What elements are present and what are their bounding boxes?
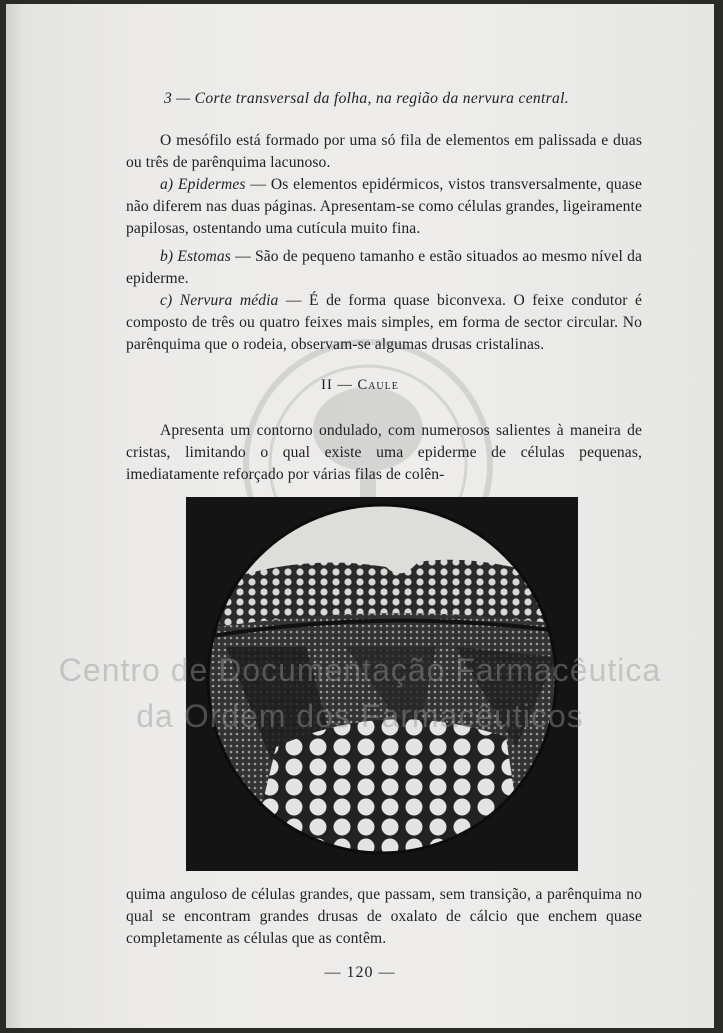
- label-nervura: c) Nervura média: [160, 292, 279, 309]
- paragraph-mesofilo: O mesófilo está formado por uma só fila de elementos em palissada e duas ou três de parênquima lacunoso.: [126, 132, 642, 171]
- label-estomas: b) Estomas: [160, 248, 231, 265]
- paragraph-epidermes: a) Epidermes — Os elementos epidérmicos, vistos transversalmente, quase não diferem nas duas páginas. Apresentam-se como células grandes, ligeiramente papilosas, ostentando uma cutícula muito fina.: [126, 176, 643, 237]
- paragraph-after-figure: quima anguloso de células grandes, que passam, sem transição, a parênquima no qual se encontram grandes drusas de oxalato de cálcio que enchem quase completamente as células que as contêm.: [126, 886, 642, 947]
- document-page: [6, 4, 714, 1028]
- watermark-line-2: da Ordem dos Farmacêuticos: [136, 698, 584, 734]
- subsection-heading: 3 — Corte transversal da folha, na região da nervura central.: [164, 90, 569, 107]
- page-number: — 120 —: [324, 964, 396, 981]
- watermark-line-1: Centro de Documentação Farmacêutica: [58, 652, 662, 688]
- paragraph-caule: Apresenta um contorno ondulado, com numerosos salientes à maneira de cristas, limitando o qual existe uma epiderme de células pequenas, imediatamente reforçado por várias filas de colên-: [126, 422, 642, 483]
- paragraph-estomas: b) Estomas — São de pequeno tamanho e estão situados ao mesmo nível da epiderme.: [126, 248, 642, 287]
- section-title: II — Caule: [321, 377, 399, 393]
- paragraph-nervura: c) Nervura média — É de forma quase biconvexa. O feixe condutor é composto de três ou quatro feixes mais simples, em forma de sector circular. No parênquima que o rodeia, observam-se algumas drusas cristalinas.: [126, 292, 643, 353]
- label-epidermes: a) Epidermes: [160, 176, 246, 193]
